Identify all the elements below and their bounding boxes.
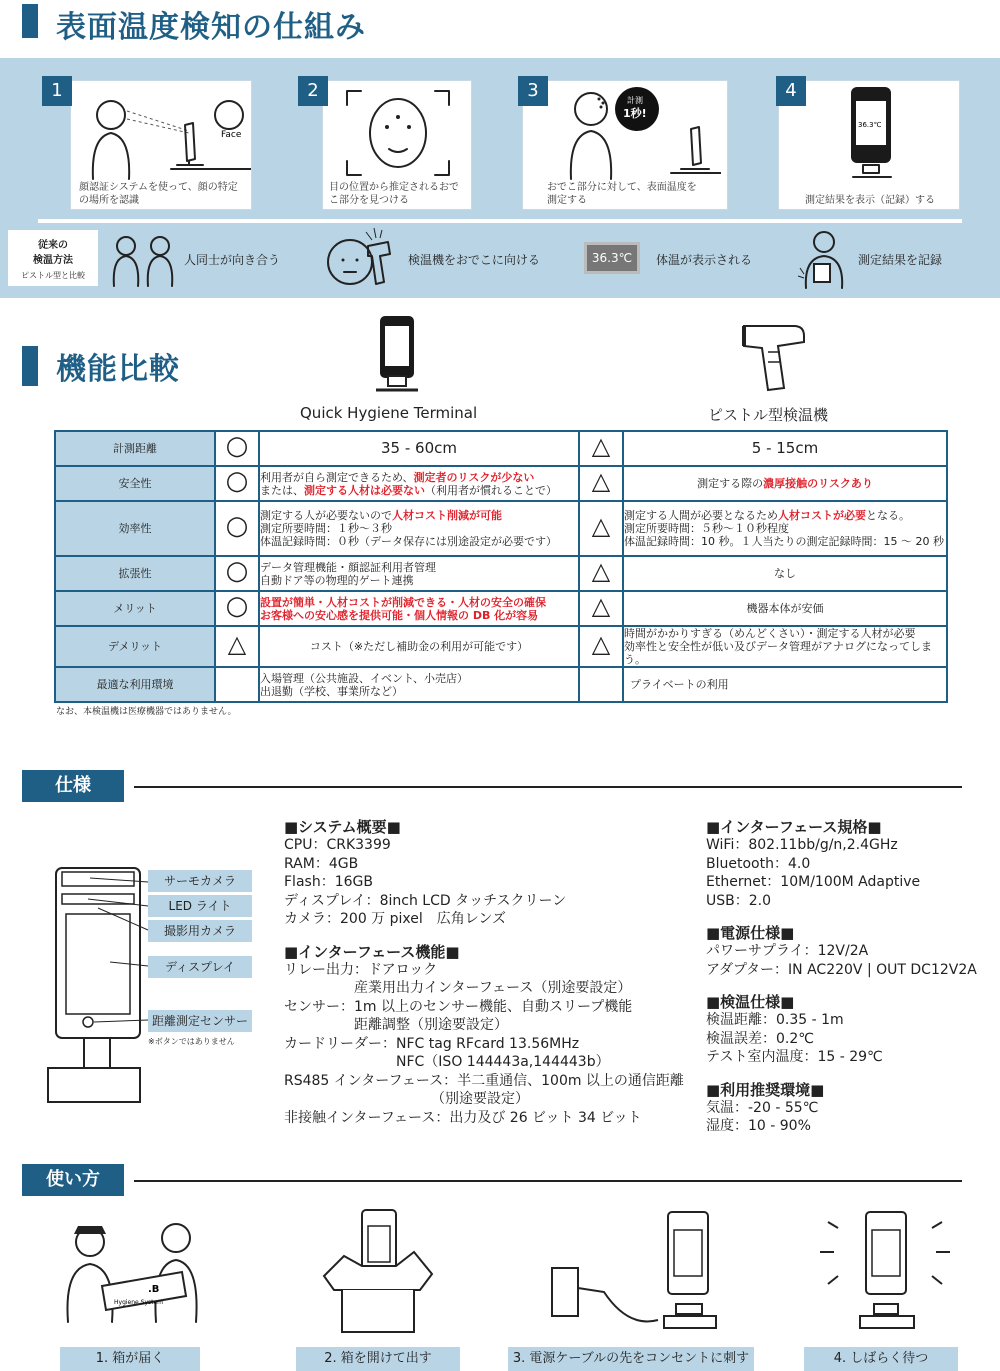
pistol-thermometer-icon — [738, 318, 808, 394]
step-text-2: 目の位置から推定されるおでこ部分を見つける — [329, 182, 459, 206]
step-card-1 — [70, 80, 252, 210]
section-rule — [134, 1180, 962, 1182]
spec-line: 非接触インターフェース：出力及び 26 ビット 34 ビット — [284, 1109, 642, 1126]
table-cell: なし — [623, 556, 947, 591]
column-header-pistol: ピストル型検温機 — [708, 406, 829, 424]
row-header: 効率性 — [55, 501, 215, 556]
rating-circle-icon: ○ — [215, 556, 259, 591]
band-divider — [38, 219, 962, 223]
spec-line: Ethernet：10M/100M Adaptive — [706, 874, 921, 890]
rating-circle-icon: ○ — [215, 591, 259, 626]
row-header: メリット — [55, 591, 215, 626]
step-number-2: 2 — [298, 76, 328, 106]
spec-line: 気温：-20 - 55℃ — [706, 1099, 819, 1116]
callout-led-light: LED ライト — [148, 895, 252, 917]
section-rule — [134, 786, 962, 788]
step-number-1: 1 — [42, 76, 72, 106]
face-scan-icon — [343, 87, 453, 179]
temperature-display-icon — [584, 242, 640, 274]
table-cell: 測定する人間が必要となるため人材コストが必要となる。 測定所要時間：５秒〜１０秒程度 体温記録時間：10 秒。１人当たりの測定記録時間：15 〜 20 秒 — [623, 501, 947, 556]
waiting-terminal-icon — [816, 1208, 956, 1336]
callout-distance-sensor: 距離測定センサー — [148, 1010, 252, 1032]
table-footnote: なお、本検温機は医療機器ではありません。 — [56, 707, 237, 717]
callout-note: ※ボタンではありません — [148, 1037, 235, 1046]
table-row — [55, 431, 947, 466]
measure-bubble-time: 1秒! — [623, 107, 647, 120]
callout-display: ディスプレイ — [148, 956, 252, 978]
rating-triangle-icon: △ — [215, 626, 259, 667]
table-cell: 利用者が自ら測定できるため、測定者のリスクが少ない または、測定する人材は必要ない（利用者が慣れることで） — [259, 466, 579, 501]
two-people-icon — [108, 232, 178, 288]
table-row — [55, 556, 947, 591]
rating-triangle-icon: △ — [579, 431, 623, 466]
spec-line: 湿度：10 - 90% — [706, 1118, 811, 1134]
section-title-specs: 仕様 — [22, 770, 124, 802]
table-cell: 設置が簡単・人材コストが削減できる・人材の安全の確保 お客様への安心感を提供可能・個人情報の DB 化が容易 — [259, 591, 579, 626]
table-cell: 機器本体が安価 — [623, 591, 947, 626]
rating-circle-icon: ○ — [215, 431, 259, 466]
comparison-table — [54, 430, 948, 703]
callout-camera: 撮影用カメラ — [148, 920, 252, 942]
section-marker — [22, 346, 38, 386]
terminal-diagram-icon — [40, 862, 150, 1130]
spec-line: 産業用出力インターフェース（別途要設定） — [284, 980, 632, 996]
table-row — [55, 501, 947, 556]
box-delivery-icon — [52, 1212, 212, 1338]
power-plug-icon — [548, 1208, 724, 1334]
legacy-label-line1: 従来の — [38, 240, 68, 251]
step-text-3: おでこ部分に対して、表面温度を測定する — [547, 182, 697, 206]
table-cell: 測定する際の濃厚接触のリスクあり — [623, 466, 947, 501]
step-card-3 — [522, 80, 728, 210]
box-sub-label: Hygiene System — [114, 1299, 164, 1306]
row-header: 安全性 — [55, 466, 215, 501]
section-title-mechanism: 表面温度検知の仕組み — [56, 10, 366, 45]
spec-block-left — [284, 818, 684, 1127]
rating-triangle-icon: △ — [579, 466, 623, 501]
row-header: デメリット — [55, 626, 215, 667]
legacy-label-line2: 検温方法 — [33, 255, 73, 266]
rating-circle-icon: ○ — [215, 466, 259, 501]
terminal-display-icon — [843, 85, 903, 185]
spec-line: 検温誤差：0.2℃ — [706, 1030, 814, 1047]
forehead-measure-icon — [541, 85, 721, 181]
forehead-thermometer-icon — [324, 222, 400, 294]
table-row — [55, 626, 947, 667]
hygiene-terminal-icon — [370, 314, 424, 394]
table-cell: 測定する人が必要ないので人材コスト削減が可能 測定所要時間：１秒〜３秒 体温記録時間：０秒（データ保存には別途設定が必要です） — [259, 501, 579, 556]
rating-triangle-icon: △ — [579, 626, 623, 667]
legacy-item-3: 体温が表示される — [656, 253, 753, 267]
spec-line: USB：2.0 — [706, 892, 772, 909]
legacy-item-2: 検温機をおでこに向ける — [408, 253, 540, 267]
table-cell: 時間がかかりすぎる（めんどくさい）・測定する人材が必要 効率性と安全性が低い及びデータ管理がアナログになってしまう。 — [623, 626, 947, 667]
rating-circle-icon: ○ — [215, 501, 259, 556]
row-header: 拡張性 — [55, 556, 215, 591]
spec-line: 距離調整（別途要設定） — [284, 1017, 508, 1033]
spec-block-right — [706, 818, 977, 1136]
face-label: Face — [221, 130, 242, 140]
row-header: 計測距離 — [55, 431, 215, 466]
spec-heading: ■電源仕様■ — [706, 924, 795, 942]
measure-bubble-label: 計測 — [627, 96, 643, 105]
rating-triangle-icon: △ — [579, 591, 623, 626]
section-marker — [22, 4, 38, 38]
spec-heading: ■インターフェース機能■ — [284, 942, 460, 961]
step-card-2 — [322, 80, 472, 210]
table-cell: 入場管理（公共施設、イベント、小売店） 出退勤（学校、事業所など） — [259, 667, 579, 702]
spec-line: テスト室内温度：15 - 29℃ — [706, 1049, 883, 1065]
terminal-screen-reading: 36.3℃ — [858, 121, 882, 129]
spec-line: リレー出力：ドアロック — [284, 961, 438, 978]
spec-heading: ■検温仕様■ — [706, 993, 795, 1011]
table-cell: 5 - 15cm — [623, 431, 947, 466]
table-cell: コスト（※ただし補助金の利用が可能です） — [259, 626, 579, 667]
legacy-method-label — [8, 230, 98, 286]
person-facing-device-icon — [81, 89, 251, 181]
table-cell: プライベートの利用 — [623, 667, 947, 702]
rating-triangle-icon: △ — [579, 556, 623, 591]
usage-step-1: 1. 箱が届く — [60, 1347, 200, 1371]
row-header: 最適な利用環境 — [55, 667, 215, 702]
legacy-item-1: 人同士が向き合う — [184, 253, 281, 267]
spec-line: Bluetooth：4.0 — [706, 855, 811, 872]
display-reading: 36.3℃ — [591, 251, 633, 265]
spec-line: WiFi：802.11bb/g/n,2.4GHz — [706, 837, 898, 853]
spec-line: RAM：4GB — [284, 855, 359, 872]
step-number-3: 3 — [518, 76, 548, 106]
step-number-4: 4 — [776, 76, 806, 106]
spec-line: NFC（ISO 144443a,144443b） — [284, 1054, 610, 1070]
spec-heading: ■インターフェース規格■ — [706, 818, 882, 836]
step-text-1: 顔認証システムを使って、顔の特定の場所を認識 — [79, 182, 238, 206]
spec-heading: ■システム概要■ — [284, 818, 401, 836]
spec-line: （別途要設定） — [284, 1091, 529, 1107]
callout-thermal-camera: サーモカメラ — [148, 870, 252, 892]
legacy-item-4: 測定結果を記録 — [858, 253, 943, 267]
open-box-icon — [314, 1206, 440, 1340]
spec-heading: ■利用推奨環境■ — [706, 1080, 825, 1099]
spec-line: センサー：1m 以上のセンサー機能、自動スリープ機能 — [284, 998, 633, 1015]
spec-line: カメラ：200 万 pixel 広角レンズ — [284, 911, 506, 927]
legacy-label-line3: ピストル型と比較 — [21, 271, 85, 280]
spec-line: Flash：16GB — [284, 874, 373, 890]
usage-step-2: 2. 箱を開けて出す — [296, 1347, 460, 1371]
table-cell: データ管理機能・顔認証利用者管理 自動ドア等の物理的ゲート連携 — [259, 556, 579, 591]
step-text-4: 測定結果を表示（記録）する — [805, 195, 935, 206]
section-title-usage: 使い方 — [22, 1164, 124, 1196]
spec-line: ディスプレイ：8inch LCD タッチスクリーン — [284, 892, 567, 909]
spec-line: 検温距離：0.35 - 1m — [706, 1012, 844, 1028]
box-logo: .B — [148, 1284, 160, 1295]
record-person-icon — [796, 228, 850, 290]
usage-step-4: 4. しばらく待つ — [804, 1347, 958, 1371]
spec-line: RS485 インターフェース：半二重通信、100m 以上の通信距離 — [284, 1072, 684, 1089]
table-row — [55, 591, 947, 626]
rating-triangle-icon: △ — [579, 501, 623, 556]
spec-line: カードリーダー：NFC tag RFcard 13.56MHz — [284, 1035, 580, 1052]
spec-line: CPU：CRK3399 — [284, 837, 391, 853]
column-header-terminal: Quick Hygiene Terminal — [300, 404, 478, 422]
usage-step-3: 3. 電源ケーブルの先をコンセントに刺す — [508, 1347, 754, 1371]
section-title-comparison: 機能比較 — [56, 352, 180, 387]
table-row — [55, 667, 947, 702]
table-cell: 35 - 60cm — [259, 431, 579, 466]
table-row — [55, 466, 947, 501]
spec-line: アダプター：IN AC220V | OUT DC12V2A — [706, 961, 977, 978]
spec-line: パワーサプライ：12V/2A — [706, 943, 869, 959]
